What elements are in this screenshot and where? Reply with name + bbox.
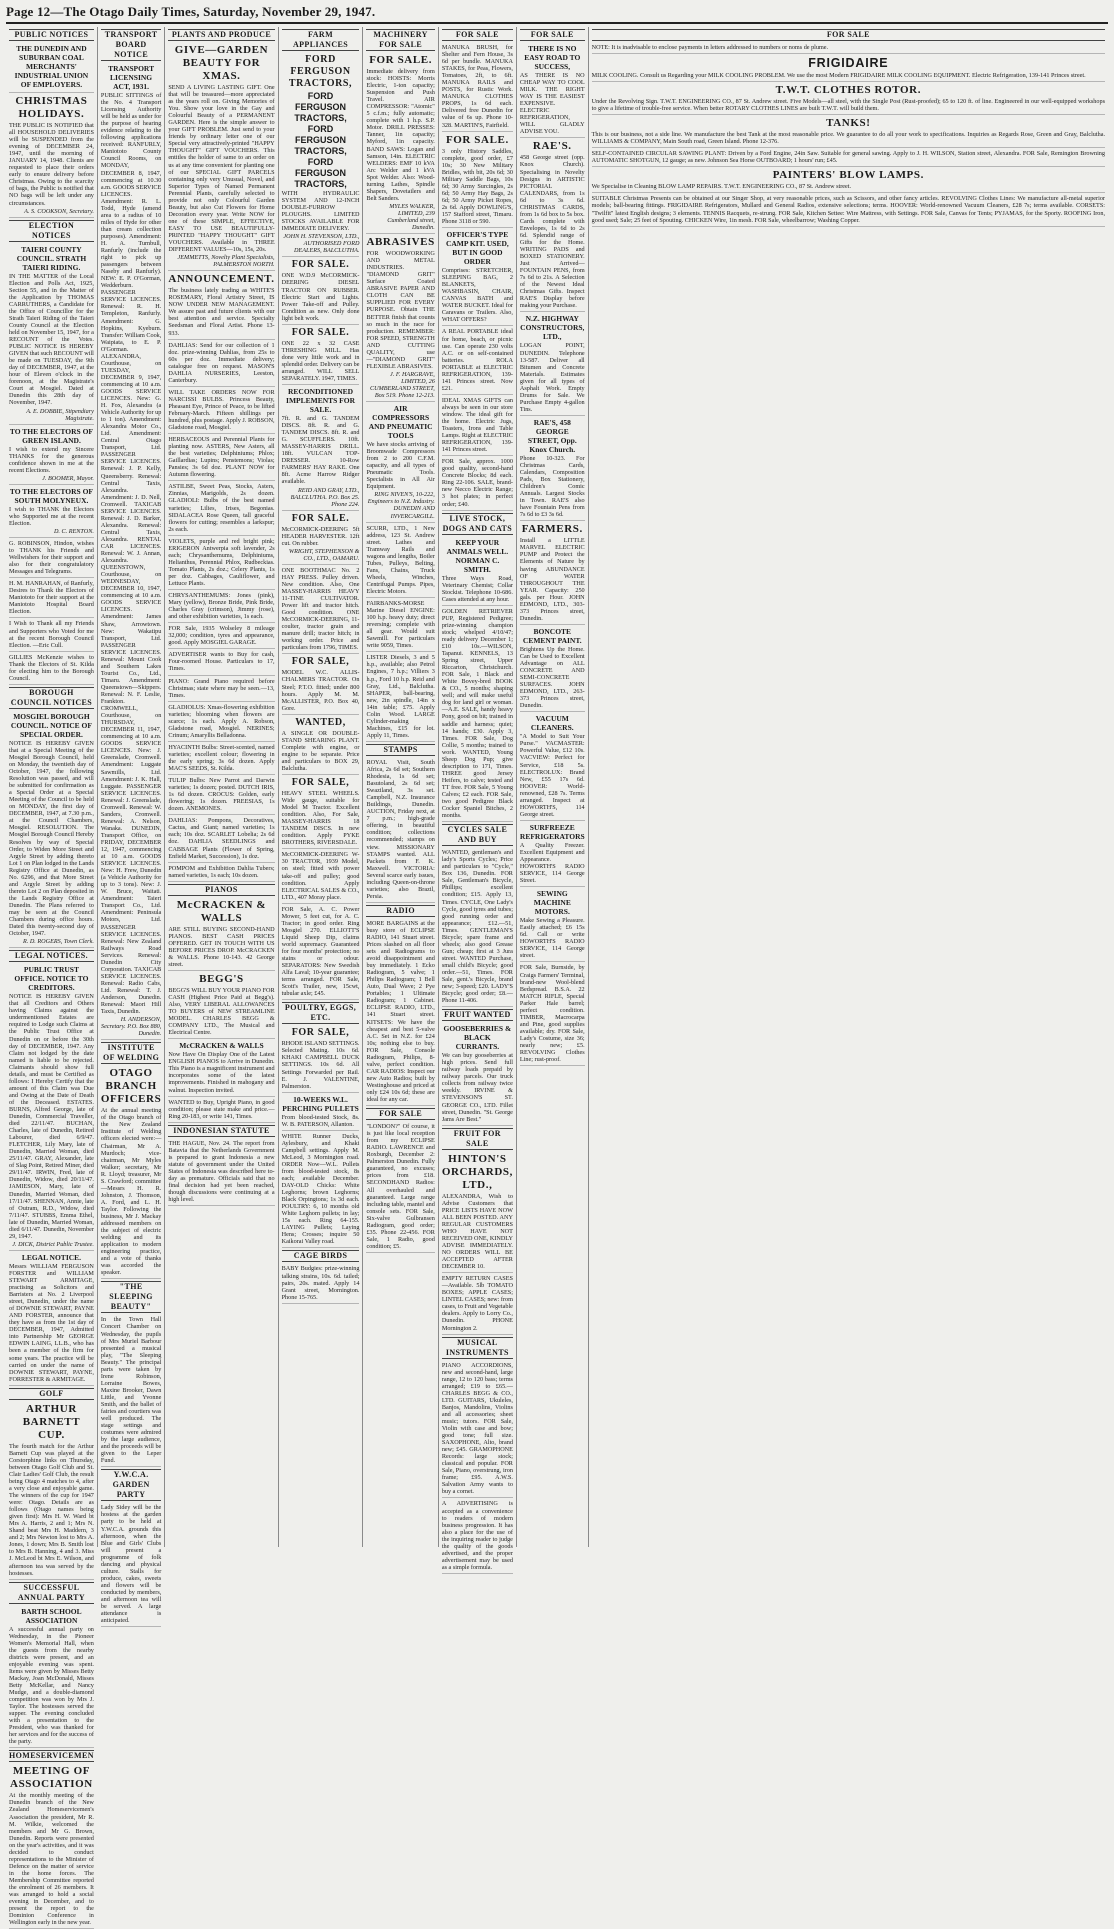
classified-ad <box>9 1253 94 1386</box>
classified-ad <box>9 620 94 651</box>
ad-body: Immediate delivery from stock: HOISTS: Morris Electric, 1-ton capacity; Suspension and Push Travel. AIR COMPRESSOR: "Atomic" 5 c.f.m.; fully automatic; complete with 1 h.p. S.P. Motor. DRILL PRESSES: Tanner, 1in capacity; Myford, 1in capacity. BAND SAWS: Logan and Samson, 14in. ELECTRIC WELDERS: EMF 10 kVA Arc Welder and 1 kVA Spot Welder. Also: Wood-turning Lathes, Spindle Shapers, Dovetailers and Belt Sanders. <box>366 68 435 202</box>
ad-body: GILLIES McKenzie wishes to Thank the Electors of St. Kilda for electing him to the Borough Council. <box>9 653 94 682</box>
ad-title: FARMERS. <box>521 523 583 536</box>
ad-title: THE DUNEDIN AND SUBURBAN COAL MERCHANTS' INDUSTRIAL UNION OF EMPLOYERS. <box>14 44 89 89</box>
classified-ad <box>520 714 585 821</box>
ad-body: Three Ways Road, Veterinary Chemist; Collar Stockist. Telephone 10-686. Cases attended at any hour. <box>441 574 513 603</box>
classified-ad <box>520 627 585 712</box>
ad-title: ABRASIVES <box>366 236 435 249</box>
ad-body: Messrs WILLIAM FERGUSON FORSTER and WILLIAM STEWART ARMITAGE, practising as Solicitors and Barristers at No. 2 Liverpool street, Dunedin, under the name of DOWNIE STEWART, PAYNE AND FORSTER, announce that they have as from the 1st day of DECEMBER, 1947, Admitted into Partnership Mr GEORGE EDWIN LAING, LL.B., who has been a member of the firm for some years. The practice will be carried on under the name of DOWNIE STEWART, PAYNE, FORRESTER & ARMITAGE. <box>9 1262 94 1383</box>
classified-ad <box>520 523 585 625</box>
classified-ad <box>9 580 94 618</box>
ad-body: SUITABLE Christmas Presents can be obtained at our Singer Shop, at very reasonable prices, such as Scissors, and other fancy articles. REVOLVING Clothes Lines: We manufacture all-metal superior models; ball-bearing fittings. FRIGIDAIRE Refrigerators, Mullard and General Radios, extensive selections; terms. HOOVER: World-renowned Vacuum Cleaners, £28 7s; terms available. CORSETS: "Twilfit" latest English designs; 3 elements. TENNIS Racquets, re-strung. FOR Sale, Kitchen Settee: Wire Mattress, with Settings. FOR Sale, Canvas for Tents; PYJAMAS, for the Sporty. ROOFING Iron, good used; Sale; 25 feet of Spouting. CHICKEN Wire, 1in mesh. FOR Sale, wheelbarrow; Washing Copper. <box>591 195 1105 224</box>
ad-body: A SINGLE OR DOUBLE-STAND SHEARING PLANT. Complete with engine, or engine to be separate. Price and particulars to BOX 29, Balclutha. <box>281 729 360 772</box>
ad-title: FOR SALE. <box>291 259 350 271</box>
section-heading: FRUIT WANTED <box>442 1009 513 1021</box>
ad-body: LOGAN POINT, DUNEDIN. Telephone 13-587. Deliver all Bitumen and Concrete Materials. Estimates given for all types of Asphalt Work. Empty Drums for Sale. We Purchase Empty 4-gallon Tins. <box>519 342 585 413</box>
classified-ad <box>9 487 94 538</box>
ad-body: I wish to extend my Sincere THANKS for the generous confidence shown in me at the recent Elections. <box>9 445 94 474</box>
classified-ad <box>168 651 274 675</box>
ad-body: ARE STILL BUYING SECOND-HAND PIANOS. BEST CASH PRICES OFFERED. GET IN TOUCH WITH US BEFORE PRICES DROP. McCRACKEN & WALLS. Phone 10-143. 42 George street. <box>168 925 275 968</box>
classified-ad <box>592 117 1105 148</box>
classified-ad <box>282 387 360 511</box>
ad-body: ROYAL Visit, South Africa, 2s 6d set; Southern Rhodesia, 1s 6d set; Basutoland, 2s 6d set; Swaziland, 3s set. Campbell, N.Z. Insurance Buildings, Dunedin. AUCTION, Friday next, at 7 p.m.; high-grade offering, in beautiful condition; collections recommended; stamps on view. MISSIONARY STAMPS wanted. ALL Packets from F. K. Maxwell. VICTORIA: Several scarce early issues, including Queen-on-throne varieties; also Brazil, Persia. <box>366 758 435 900</box>
ad-signature: JEMMETTS, Novelty Plant Specialists, PALMERSTON NORTH. <box>177 254 275 269</box>
ad-title: SURFREEZE REFRIGERATORS <box>519 822 585 841</box>
classified-ad <box>9 245 94 425</box>
ad-body: I Wish to Thank all my Friends and Supporters who Voted for me at the recent Borough Council Election. —Eric Cull. <box>9 620 94 649</box>
section-heading: INSTITUTE OF WELDING <box>101 1042 161 1064</box>
classified-ad <box>592 84 1105 115</box>
ad-title: CHRISTMAS HOLIDAYS. <box>15 95 88 120</box>
ad-body: In the Town Hall Concert Chamber on Wednesday, the pupils of Mrs Muriel Barbour presented a musical play, "The Sleeping Beauty." The principal parts were taken by Irene Robinson, Lorraine Bowes, Maxine Brooker, Dawn Little, and Yvonne Smith, and the ballet of fairies and courtiers was well produced. The stage settings and costumes were admired by the large audience, and the proceeds will be given to the Leper Fund. <box>100 1316 162 1465</box>
ad-title: GIVE—GARDEN BEAUTY FOR XMAS. <box>174 44 269 82</box>
ad-body: H. M. HANRAHAN, of Ranfurly, Desires to Thank the Electors of Maniototo for their support at the Maniototo Hospital Board Election. <box>9 580 94 616</box>
classified-ad <box>9 44 94 93</box>
ad-title: VACUUM CLEANERS. <box>530 714 574 733</box>
classified-ad <box>282 567 360 655</box>
classified-ad <box>442 538 513 606</box>
classified-ad <box>366 600 434 652</box>
classified-ad <box>168 973 274 1039</box>
ad-title: FOR SALE, <box>291 777 350 788</box>
ad-title: FRIGIDAIRE <box>808 56 889 71</box>
ad-signature: RING NIVEN'S, 10-222, Engineers to N.Z. Industry. DUNEDIN AND INVERCARGILL. <box>367 491 435 520</box>
classified-ad <box>282 777 360 849</box>
section-heading: PLANTS AND PRODUCE <box>168 29 274 41</box>
ad-body: RHODE ISLAND SETTINGS. Selected Mating. 10s 6d. KHAKI CAMPBELL DUCK SETTINGS. 10s 6d. All Settings Forwarded per Rail. E. J. VALENTINE, Palmerston. <box>281 1040 360 1090</box>
ad-title: T.W.T. CLOTHES ROTOR. <box>775 84 922 97</box>
classified-ad <box>366 654 434 742</box>
ad-body: At the annual meeting of the Otago branch of the New Zealand Institute of Welding officers elected were:—Chairman, Mr A. Murdoch; vice-chairman, Mr Myles Walker; secretary, Mr R. Lloyd; treasurer, Mr S. Crawford; committee—Messrs H. R. Johnston, J. Thomson, A. Ford, and L. H. Taylor. Following the business, Mr J. Mackay addressed members on the subject of electric welding and its application to modern engineering practice, and a vote of thanks was accorded the speaker. <box>100 1107 162 1277</box>
ad-body: A Quality Freezer. Excellent Equipment and Appearance. HOWORTH'S RADIO SERVICE, 114 George Street. <box>519 841 585 885</box>
ad-body: Phone 10-323. For Christmas Cards, Calendars, Composition Pads, Box Stationery, Children's Comic Annuals. Largest Stocks in Town. RAE'S also have Fountain Pens from 7s 6d to £3 3s 6d. <box>519 454 585 519</box>
ad-body: G. ROBINSON, Hindon, wishes to THANK his Friends and Wellwishers for their support and also for their congratulatory Messages and Telegrams. <box>9 540 94 576</box>
ad-body: MODEL W.C. ALLIS-CHALMERS TRACTOR. On Steel; P.T.O. fitted; under 800 hours. Apply M. M. McALLISTER, P.O. Box 40, Gore. <box>281 669 360 712</box>
ad-title: FOR SALE. <box>369 54 433 66</box>
ad-body: AS THERE IS NO CHEAP WAY TO COOL MILK. THE RIGHT WAY IS THE EASIEST EXPENSIVE. ELECTRIC REFRIGERATION, WILL GLADLY ADVISE YOU. <box>519 72 585 136</box>
classified-ad <box>168 1099 274 1123</box>
ad-body: BEGG'S WILL BUY YOUR PIANO FOR CASH (Highest Price Paid at Begg's). Also, VERY LIBERAL ALLOWANCES TO BUYERS of NEW STREAMLINE MODEL. CHARLES BEGG & COMPANY LTD., The Musical and Electrical Centre. <box>168 986 275 1037</box>
ad-signature: MYLES WALKER, LIMITED, 239 Cumberland street, Dunedin. <box>387 202 435 232</box>
section-heading: PUBLIC NOTICES <box>9 29 94 41</box>
ad-signature: WRIGHT, STEPHENSON & CO., LTD., OAMARU. <box>288 547 360 562</box>
ad-title: GOOSEBERRIES & BLACK CURRANTS. <box>443 1024 512 1052</box>
classified-ad <box>9 1765 94 1929</box>
ad-body: A REAL PORTABLE ideal for home, beach, or picnic use. Can operate 230 volts A.C. or on self-contained batteries. ROLA PORTABLE at ELECTRIC REFRIGERATION, 139-141 Princes street. Now £21. <box>441 328 513 392</box>
section-heading: INDONESIAN STATUTE <box>168 1125 274 1137</box>
classified-ad <box>520 140 585 312</box>
column-2 <box>98 27 165 1625</box>
classified-ad <box>282 54 360 257</box>
ad-title: PUBLIC TRUST OFFICE. NOTICE TO CREDITORS. <box>14 965 89 993</box>
classified-ad <box>168 704 274 742</box>
ad-title: N.Z. HIGHWAY CONSTRUCTORS, LTD., <box>520 314 585 342</box>
classified-ad <box>168 44 274 271</box>
ad-body: A successful annual party on Wednesday, in the Pioneer Women's Memorial Hall, when the guests from the nearby districts were present, and an enjoyable evening was spent. Items were given by Misses Betty Mackay, Joan McDonald, Misses Betty McKellar, and Nancy Mudge, and a double-diamond competition was won by Mrs J. Taylor. The hostesses served the supper. The evening concluded with a presentation to the President, who was thanked for her services and for the success of the party. <box>9 1625 94 1746</box>
ad-body: FOR Sale, 1935 Wolseley 8 mileage 32,000; condition, tyres and appearance, good. Apply MOSGIEL GARAGE. <box>168 625 275 647</box>
classified-ad <box>168 817 274 862</box>
classified-ad <box>366 404 434 523</box>
section-heading: MUSICAL INSTRUMENTS <box>442 1337 513 1359</box>
ad-signature: H. ANDERSON, Secretary. P.O. Box 880, Dunedin. <box>100 1016 162 1038</box>
ad-body: This is our business, not a side line. We manufacture the best Tank at the most reasonable price. We guarantee to do all your work to specifications. Inquiries as Regards Rose, Green and Gray, Balclutha. WILLIAMS & COMPANY, Main South road, Green Island. Phone 12-376. <box>591 131 1105 146</box>
column-5 <box>363 27 438 1547</box>
classified-ad <box>442 1362 513 1499</box>
ad-body: McCORMICK-DEERING 5ft HEADER HARVESTER. 12ft cut. On rubber. <box>281 525 360 547</box>
classified-ad <box>442 608 513 822</box>
classified-ad <box>520 964 585 1066</box>
page-header: Page 12—The Otago Daily Times, Saturday, November 29, 1947. <box>6 4 376 19</box>
ad-title: TO THE ELECTORS OF SOUTH MOLYNEUX. <box>9 486 94 505</box>
column-3 <box>165 27 278 1547</box>
classified-ad <box>9 712 94 948</box>
ad-title: FORD FERGUSON TRACTORS, <box>288 54 353 89</box>
ad-body: WANTED, gentleman's and lady's Sports Cycles; Price and particulars to "Cycle," Box 136, Dunedin. FOR Sale, Gentleman's Bicycle, Phillips; excellent condition; £15. Apply 13, Times. CYCLE, One Lady's Cycle, good tyres and tubes; good running order and appearance; £12.—51, Times. GENTLEMAN'S Bicycle; spare frame and wheels; also good Grease Gun; cheap; first at 3 Jura street. WANTED Purchase, small child's Bicycle; good order.—51, Times. FOR Sale, gent.'s Bicycle, brand new; 3-speed; £20. LADY'S Bicycle; good order; £8.—Phone 11-406. <box>441 849 513 1005</box>
classified-ad <box>520 823 585 887</box>
ad-body: NOTICE IS HEREBY GIVEN that all Creditors and Others having Claims against the undermentioned Estates are required to Lodge such Claims at the Public Trust Office at Dunedin on or before the 30th day of DECEMBER, 1947. Any Claim not lodged by the date named is liable to be rejected. Claimants should show full details, and must be Certified as follows: I Hereby Certify that the amount of this Claim was Due and Owing at the Date of Death of the Deceased. ESTATES. BURNS, Alfred George, late of Dunedin, Commercial Traveller, died 22/11/47. BUCHAN, Charles, late of Dunedin, Retired Labourer, died 6/9/47. FLETCHER, Lily Mary, late of Dunedin, Married Woman, died 25/11/47. GRAY, Alexander, late of Slag Point, Retired Miner, died 29/11/47. IRWIN, Fred, late of Dunedin, Widow, died 20/11/47. JAMIESON, Mary, late of Dunedin, Married Woman, died 17/11/47. SHENNAN, Annie, late of Outram, R.D., Widow, died 7/11/47. STUBBS, Emma Ethel, late of Dunedin, Married Woman, died 6/11/47. Dunedin, November 29, 1947. <box>9 993 94 1240</box>
ad-title: TRANSPORT LICENSING ACT, 1931. <box>108 64 155 91</box>
classified-ad <box>520 314 585 415</box>
classified-ad <box>168 389 274 434</box>
classified-ad <box>9 654 94 685</box>
ad-body: WANTED to Buy, Upright Piano, in good condition; please state make and price.—Ring 20-183, or write 141, Times. <box>168 1098 275 1120</box>
classified-ad <box>9 1403 94 1580</box>
ad-title: FOR SALE, <box>291 1027 350 1039</box>
ad-body: MILK COOLING. Consult us Regarding your MILK COOLING PROBLEM. We use the most Modern FRIGIDAIRE MILK COOLING EQUIPMENT. Electric Refrigeration, 139-141 Princes street. <box>591 72 1086 80</box>
ad-repeat-line: FORD FERGUSON TRACTORS, <box>294 91 347 123</box>
ad-signature: J. BOOMER, Mayor. <box>42 474 94 482</box>
section-heading: POULTRY, EGGS, ETC. <box>282 1002 360 1024</box>
ad-body: ASTILBE, Sweet Peas, Stocks, Asters, Zinnias, Marigolds, 2s dozen. GLADIOLI: Bulbs of the best named varieties; Lilies, Irises, Begonias. SIDALACEA Rose Queen, tall graceful flowers for cutting; resembles a larkspur; 2s each. <box>168 483 275 533</box>
ad-body: Brightens Up the Home. Can be Used to Excellent Advantage on ALL CONCRETE AND SEMI-CONCRETE SURFACES. JOHN EDMOND, LTD., 263-373 Princes street, Dunedin. <box>519 645 585 710</box>
classified-ad <box>168 899 274 971</box>
classified-ad <box>282 1265 360 1303</box>
classified-ad <box>442 397 513 456</box>
section-heading: BOROUGH COUNCIL NOTICES <box>10 687 93 707</box>
classified-ad <box>520 418 585 521</box>
classified-ad <box>442 44 513 132</box>
classified-ad <box>168 592 274 623</box>
section-heading: LIVE STOCK, DOGS AND CATS <box>442 513 513 533</box>
ad-body: 3 only History Saddles, complete, good order, £7 10s; 30 New Military Bridles, with bit, 20s 6d; 30 Military Saddle Bags, 10s 6d; 30 Army Surcingles, 2s 6d; 50 Army Hay Bags, 2s 6d; 50 Army Picket Ropes, 2s 6d. Apply DOWLING'S, 157 Stafford street, Timaru. Phone 3118 or 590. <box>441 147 513 226</box>
ad-title: FOR SALE. <box>291 326 350 338</box>
ad-body: We Specialise in Cleaning BLOW LAMP REPAIRS. T.W.T. ENGINEERING CO., 87 St. Andrew street. <box>591 183 852 191</box>
section-heading: FOR SALE <box>592 29 1105 41</box>
ad-title: THERE IS NO EASY ROAD TO SUCCESS, <box>524 44 581 71</box>
classified-ad <box>442 134 513 229</box>
classified-ad <box>282 327 360 385</box>
ad-signature: J. F. HARGRAVE, LIMITED, 26 CUMBERLAND STREET, Box 519. Phone 12-213. <box>369 370 435 400</box>
ad-body: 7ft. R. and G. TANDEM DISCS. 8ft. R. and G. TANDEM DISCS. 8ft. R. and G. SCUFFLERS. 10ft. MASSEY-HARRIS DRILL. 18ft. VULCAN TOP-DRESSER. 10-Row FARMERS' HAY RAKE. One 8ft. Acme Harrow Ridger available. <box>281 415 360 486</box>
ad-signature: D. C. RENTON. <box>53 527 94 535</box>
column-1 <box>6 27 98 1927</box>
section-heading: GOLF <box>9 1388 94 1400</box>
classified-ad <box>9 1607 94 1749</box>
ad-signature: REID AND GRAY, LTD., BALCLUTHA. P.O. Box 25. Phone 224. <box>290 486 360 508</box>
ad-body: POMPOM and Exhibition Dahlia Tubers; named varieties, 1s each; 10s dozen. <box>168 864 275 879</box>
ad-title: FOR SALE, <box>291 656 350 668</box>
classified-ad <box>168 678 274 702</box>
classified-ad <box>168 1140 274 1206</box>
ad-body: PIANO: Grand Piano required before Christmas; state where may be seen.—13, Times. <box>168 677 275 699</box>
ad-title: SEWING MACHINE MOTORS. <box>533 889 571 917</box>
classified-ad <box>168 865 274 882</box>
classified-ad <box>366 1123 434 1253</box>
ad-body: ALEXANDRA, Wish to Advise Customers that PRICE LISTS HAVE NOW ALL BEEN POSTED. ANY REGULAR CUSTOMERS WHO HAVE NOT RECEIVED ONE, KINDLY ADVISE IMMEDIATELY. NO ORDERS WILL BE ACCEPTED AFTER DECEMBER 10. <box>441 1192 513 1271</box>
classified-ad <box>101 1316 161 1467</box>
classified-ad <box>442 458 513 510</box>
ad-title: BONCOTE CEMENT PAINT. <box>522 626 582 645</box>
ad-title: MEETING OF ASSOCIATION <box>10 1765 93 1791</box>
classified-ad <box>282 851 360 903</box>
classified-ad <box>442 1275 513 1334</box>
section-heading: FOR SALE <box>520 29 585 41</box>
section-heading: TRANSPORT BOARD NOTICE <box>101 29 161 61</box>
ad-title: MOSGIEL BOROUGH COUNCIL. NOTICE OF SPECIAL ORDER. <box>10 711 92 739</box>
ad-body: TULIP Bulbs: New Parrot and Darwin varieties; 1s dozen; posted. DUTCH IRIS, 1s 6d dozen. CROCUS: Golden, early flowering; 1s dozen. FREESIAS, 1s dozen. ANEMONES. <box>168 777 275 813</box>
column-8 <box>589 27 1108 1547</box>
section-heading: FRUIT FOR SALE <box>442 1128 513 1150</box>
ad-title: McCRACKEN & WALLS <box>176 898 267 924</box>
classified-ad <box>168 538 274 590</box>
classified-ad <box>592 169 1105 193</box>
ad-title: ARTHUR BARNETT CUP. <box>22 1402 81 1441</box>
ad-body: FOR WOODWORKING AND METAL INDUSTRIES. "DIAMOND GRIT" Surface Coated ABRASIVE PAPER AND CLOTH CAN BE SUPPLIED FOR EVERY PURPOSE. Obtain THE BETTER finish that counts so much in the race for production. REMEMBER: FOR SPEED, STRENGTH AND CUTTING QUALITY, use—"DIAMOND GRIT" FLEXIBLE ABRASIVES. <box>366 250 435 370</box>
classified-ad <box>101 64 161 1040</box>
classified-ad <box>282 656 360 714</box>
classified-ad <box>282 717 360 775</box>
ad-title: AIR COMPRESSORS AND PNEUMATIC TOOLS <box>368 404 433 441</box>
ad-title: FOR SALE. <box>291 512 350 524</box>
classified-ad <box>9 965 94 1251</box>
ad-body: ADVERTISER wants to Buy for cash, Four-roomed House. Particulars to 17, Times. <box>168 651 275 673</box>
ad-title: TANKS! <box>826 117 871 130</box>
ad-body: ONE BOOTHMAC No. 2 HAY PRESS. Pulley driven. New condition. Also, One MASSEY-HARRIS HEAVY 11-TINE CULTIVATOR. Power lift and tractor hitch. Good condition. ONE McCORMICK-DEERING, 11-coulter, tractor grain and manure drill; tractor hitch; in working order. Price and particulars from 1796, TIMES. <box>281 566 360 652</box>
section-heading: HOMESERVICEMEN <box>9 1751 94 1761</box>
ad-body: Now Have On Display One of the Latest ENGLISH PIANOS to Arrive in Dunedin. This Piano is a magnificent instrument and incorporates some of the latest improvements. Finished in mahogany and walnut. Inspection invited. <box>168 1051 275 1094</box>
ad-body: FOR Sale, A. C. Power Mower, 5 feet cut, for A. C. Tractor; in good order. Ring Mosgiel 270. ELLIOTT'S Liquid Sheep Dip, claims world supremacy. Guaranteed for four months' protection; no stains or odour. SEPARATORS: New Swedish Alfa Laval; 10-year guarantee; terms arranged. FOR Sale, Scott's Trailer, new, 15cwt, tubular axle; £45. <box>281 905 360 998</box>
classified-ad <box>520 889 585 962</box>
ad-title: RAE'S, 458 GEORGE STREET, Opp. Knox Church. <box>527 417 577 454</box>
ad-title: HINTON'S ORCHARDS, LTD., <box>441 1152 513 1191</box>
ad-body: WILL TAKE ORDERS NOW FOR NARCISSI BULBS. Princess Beauty, Pheasant Eye, Prince of Peace, to be lifted February-March. Fifteen shillings per hundred, plus postage. Apply J. ROBSON, Gladstone road, Mosgiel. <box>168 388 275 432</box>
ad-body: Make Sewing a Pleasure. Easily attached; £6 15s 6d. Call or write HOWORTH'S RADIO SERVICE, 114 George street. <box>519 917 585 960</box>
ad-signature: JOHN H. STEVENSON, LTD., AUTHORISED FORD DEALERS, BALCLUTHA. <box>283 233 360 255</box>
classified-ad <box>282 513 360 565</box>
ad-body: MORE BARGAINS at the busy store of ECLIPSE RADIO, 141 Stuart street. Prices slashed on all floor sets and Radiograms to avoid disappointment and buy immediately. 1 Ecko Radiogram, 5 valve; 1 Philips Radiogram; 1 Bell Auto, Dual Wave; 2 Pye Portables; 1 Ultimate Radiogram; 1 Cabinet. ECLIPSE RADIO, LTD., 141 Stuart street. KITSETS: We have the cheapest and best 5-valve A.C. Set in N.Z. for £24 10s; nothing else to buy. FOR Sale, Console Radiogram, Philips, 8-valve, perfect condition. CAR RADIOS: Inspect our new Auto Radios; built by Westinghouse and priced at only £24 10s 6d; these are ideal for any car. <box>366 919 435 1104</box>
ad-body: Lady Sidey will be the hostess at the garden party to be held at Y.W.C.A. grounds this afternoon, when the Blue and Girls' Clubs will present a programme of folk dancing and physical culture. Stalls for produce, cakes, sweets and flowers will be conducted by members, and afternoon tea will be served. A large attendance is anticipated. <box>100 1504 162 1625</box>
classified-ad <box>168 483 274 535</box>
classified-ad <box>366 759 434 903</box>
section-heading: MACHINERY FOR SALE <box>366 29 434 51</box>
columns <box>6 27 1108 1927</box>
ad-body: The fourth match for the Arthur Barnett Cup was played at the Corstorphine links on Thursday, between Otago Golf Club and St. Clair Ladies' Golf Club, the result being Otago 4 matches to 4, after a very close and enjoyable game. The winners of the cup for 1947 were: Otago. Details are as follows (Otago names being given first): Mrs H. W. Ward bt Mrs A. Harris, 2 and 1; Mrs N. Shand beat Mrs H. Maddern, 3 and 2; Mrs Newton lost to Mrs A. Jones, 1 down; Mrs B. Smith lost to Mrs B. Hanning, 4 and 3. Miss J. McLeod bt Mrs E. Wilson, and afternoon tea was served by the hostesses. <box>9 1442 94 1577</box>
section-heading: FOR SALE <box>366 1108 434 1120</box>
ad-body: "A Model to Suit Your Purse." VACMASTER: Powerful Value, £12 10s. VACVIEW: Perfect for Service, £18 5s. ELECTROLUX: Brand New, £55 17s 6d. HOOVER: World-renowned, £28 7s. Terms arranged. Inspect at HOWORTH'S, 114 George street. <box>519 733 585 818</box>
ad-body: GLADIOLUS: Xmas-flowering exhibition varieties; blooming when flowers are scarce; 1s each. Apply A. Robson, Gladstone road, Mosgiel. NERINES; Crinum; Amaryllis Belladonna. <box>168 703 275 739</box>
ad-body: LISTER Diesels, 3 and 5 h.p., available; also Petrol Engines, 7 h.p.; Villiers 3 h.p., Ford 10 h.p. Reid and Gray, Ltd., Balclutha. SHAPER, ball-bearing, new, 2in spindle, 14in x 14in table; £75. Apply Colin Wood. LARGE Cylinder-making Machines, £15 for lot. Apply 11, Times. <box>366 654 435 739</box>
ad-title: FOR SALE. <box>445 133 509 146</box>
ad-title: RAE'S. <box>532 140 572 153</box>
ad-repeat-line: FORD FERGUSON TRACTORS, <box>294 157 347 189</box>
ad-title: McCRACKEN & WALLS <box>179 1041 264 1051</box>
section-heading: LEGAL NOTICES. <box>9 950 94 962</box>
ad-body: SEND A LIVING LASTING GIFT. One that will be treasured—more appreciated as the years roll on. Giving Memories of You. Show your love in the Gay and Colourful Beauty of a PERMANENT GARDEN. Here is the simple answer to your GIFT PROBLEM. Just send to your friends by ordinary letter one of our Special very attractively-printed "HAPPY THOUGHT" GIFT VOUCHERS. This entitles the holder of same to an order on us at any time convenient for planting one of our SPECIAL GIFT PARCELS containing only very Unusual, Novel, and Superior Types of Named Permanent Perennial Plants, carefully selected to provide not only Colourful Garden Beauty, but also Cut Flowers for Home Decoration every year. Write NOW for one of these SIMPLE, EFFECTIVE, EASY TO USE BEAUTIFULLY-PRINTED "HAPPY THOUGHT" GIFT VOUCHERS. Available in THREE DIFFERENT VALUES—10s, 15s, 20s. <box>168 84 275 254</box>
section-heading: Y.W.C.A. GARDEN PARTY <box>101 1469 161 1501</box>
section-heading: PIANOS <box>168 884 274 896</box>
section-heading: FOR SALE <box>442 29 513 41</box>
ad-body: SCURR, LTD., 1 New address, 123 St. Andrew street. Lathes and Tramway Rails and wagons and lengths, Boiler Tubes, Pulleys, Belting, Fans, Chains, Truck Wheels, Winches, Centrifugal Pumps. Pipes, Electric Motors. <box>366 524 435 595</box>
classified-ad <box>442 849 513 1007</box>
ad-body: HYACINTH Bulbs: Street-scented, named varieties; excellent colour; flowering in the early spring; 3s 6d dozen. Apply MAC'S SEEDS, St. Kilda. <box>168 743 275 773</box>
section-heading: "THE SLEEPING BEAUTY" <box>101 1281 161 1313</box>
classified-ad <box>168 625 274 649</box>
ad-signature: J. DICK, District Public Trustee. <box>12 1240 94 1248</box>
ad-body: VIOLETS, purple and red bright pink; ERIGERON Antwerpia soft lavender, 2s each; Chrysanthemums, Delphiniums, Helianthus, Perennial Phlox, Rudbeckias. Tomato Plants, 2s doz.; Celery Plants, 1s per doz. Cabbages, Cauliflower, and Lettuce Plants. <box>168 537 275 587</box>
classified-ad <box>282 259 360 324</box>
classified-ad <box>168 744 274 775</box>
ad-body: PUBLIC SITTINGS of the No. 4 Transport Licensing Authority will be held as under for the purpose of hearing evidence relating to the following applications received: RANFURLY, Maniototo County Council Rooms, on MONDAY, DECEMBER 8, 1947, commencing at 10.30 a.m. GOODS SERVICE LICENCES. Amendment: R. L. Todd, Hyde (amend area to a radius of 10 miles of Hyde for other than cream collection purposes). Amendment: H. A. Turnbull, Ranfurly (include the right to pick up passengers between Naseby and Ranfurly). NEW: E. P. O'Gorman, Wedderburn. PASSENGER SERVICE LICENCES. Renewal: R. H. Templeton, Ranfurly. Amendment: G. Hopkins, Kyeburn. Transfer: William Cook, Waipiata, to E. P. O'Gorman. ALEXANDRA, Courthouse, on TUESDAY, DECEMBER 9, 1947, commencing at 10 a.m. GOODS SERVICE LICENCES. New: G. H. Fox, Alexandra (a Vehicle Authority for up to 1 ton). Amendment: Alexandra Motor Co., Ltd. Amendment: Central Otago Transport, Ltd. PASSENGER SERVICE LICENCES. Renewal: J. P. Kelly, Queensberry. Renewal: Central Taxis, Alexandra. Amendment: J. D. Nell, Cromwell. TAXICAB SERVICE LICENCES. Renewal: J. D. Barker, Alexandra. Renewal: Central Taxis, Alexandra. RENTAL CAR LICENCES. Renewal: W. J. Annan, Alexandra. QUEENSTOWN, Courthouse, on WEDNESDAY, DECEMBER 10, 1947, commencing at 10 a.m. GOODS SERVICE LICENCES. Amendment: James Shaw, Arrowtown. New: Wakatipu Transport, Ltd. PASSENGER SERVICE LICENCES. Renewal: Mount Cook and Southern Lakes Tourist Co., Ltd., Timaru. Amendment: Queenstown—Skippers. Renewal: N. F. Leslie, Frankton. CROMWELL, Courthouse, on THURSDAY, DECEMBER 11, 1947, commencing at 10 a.m. GOODS SERVICE LICENCES. New: J. Greenslade, Cromwell. Amendment: Luggate Sawmills, Ltd. Amendment: J. K. Hall, Luggate. PASSENGER SERVICE LICENCES. Renewal: J. Greenslade, Cromwell. Renewal: W. Sanders, Cromwell. Renewal: A. Nelson, Wanaka. DUNEDIN, Transport Office, on FRIDAY, DECEMBER 12, 1947, commencing at 10 a.m. GOODS SERVICE LICENCES. New: H. Frew, Dunedin (a Vehicle Authority for up to 3 tons). New: J. W. Bruce, Waitati. Amendment: Taieri Transport Co., Ltd. Amendment: Peninsula Motors, Ltd. PASSENGER SERVICE LICENCES. Renewal: New Zealand Railways Road Services. Renewal: Dunedin City Corporation. TAXICAB SERVICE LICENCES. Renewal: Radio Cabs, Ltd. Renewal: T. J. Anderson, Dunedin. Renewal: Maori Hill Taxis, Dunedin. <box>100 92 162 1016</box>
ad-title: TO THE ELECTORS OF GREEN ISLAND. <box>9 426 94 445</box>
classified-ad <box>442 1500 513 1573</box>
classified-ad <box>168 342 274 387</box>
classified-ad <box>9 427 94 485</box>
ad-body: WITH HYDRAULIC SYSTEM AND 12-INCH DOUBLE-FURROW PLOUGHS. LIMITED STOCKS AVAILABLE FOR IMMEDIATE DELIVERY. <box>281 190 360 233</box>
classified-ad <box>282 1133 360 1249</box>
ad-body: Install a LITTLE MARVEL ELECTRIC PUMP and Protect the Elements of Nature by having ABUNDANCE OF WATER THROUGHOUT THE YEAR. Capacity: 250 gals. per Hour. JOHN EDMOND, LTD., 303-373 Princes street, Dunedin. <box>519 537 585 622</box>
ad-body: THE PUBLIC IS NOTIFIED that all HOUSEHOLD DELIVERIES will be SUSPENDED from the evening of DECEMBER 24, 1947, until the morning of JANUARY 14, 1948. Clients are requested to place their orders early to ensure delivery before Christmas. Owing to the scarcity of bags, the Public is notified that NO bags will be left under any circumstances. <box>9 122 94 207</box>
ad-body: IDEAL XMAS GIFTS can always be seen in our store window. The ideal gift for the home. Electric Jugs, Toasters, Irons and Table Lamps. Right at ELECTRIC REFRIGERATION, 139-141 Princes street. <box>441 396 513 454</box>
ad-title: BEGG'S <box>199 972 244 985</box>
section-heading: STAMPS <box>366 744 434 756</box>
ad-body: Comprises: STRETCHER, SLEEPING BAG, 2 BLANKETS, WASHBASIN, CHAIR, CANVAS BATH and WATER BUCKET. Ideal for Caravans or Trailers. Also, WHAT OFFERS? <box>441 267 513 324</box>
ad-body: 458 George street (opp. Knox Church). Specialising in Novelty Designs in ARTISTIC PICTORIAL CALENDARS, from 1s 6d to 3s 6d. CHRISTMAS CARDS, from 1s 6d box to 5s box. Cards complete with Envelopes, 1s 6d to 2s 6d. Splendid range of Gifts for the Home. WRITING PADS and BOXED STATIONERY. Just Arrived—FOUNTAIN PENS, from 7s 6d to 21s. A Selection of the Newest Ideal Christmas Gifts. Inspect RAE'S Display before making your Purchase. <box>519 154 585 310</box>
classified-ad <box>442 1024 513 1125</box>
classified-ad <box>366 920 434 1106</box>
ad-title: OFFICER'S TYPE CAMP KIT. USED, BUT IN GOOD ORDER <box>445 230 509 267</box>
classified-ad <box>592 150 1105 167</box>
classified-ad <box>366 236 434 402</box>
column-4 <box>279 27 364 1547</box>
classified-ad <box>168 273 274 339</box>
ad-body: From blood-tested Stock, 8s. W. B. PATERSON, Allanton. <box>281 1113 360 1128</box>
ad-body: HEAVY STEEL WHEELS. Wide gauge, suitable for Model M Tractor. Excellent condition. Also, For Sale, MASSEY-HARRIS 18 TANDEM DISCS. In new condition. Apply PYKE BROTHERS, RIVERSDALE. <box>281 790 360 847</box>
column-6 <box>439 27 517 1571</box>
ad-body: DAHLIAS: Pompons, Decoratives, Cactus, and Giant; named varieties; 1s each; 10s doz. SCARLET Lobelia; 2s 6d doz. DAHLIA SEEDLINGS and CABBAGE Plants (Flower of Spring, Enfield Market, Succession), 1s doz. <box>168 817 275 860</box>
masthead <box>6 4 1108 24</box>
section-heading: SUCCESSFUL ANNUAL PARTY <box>9 1582 94 1604</box>
section-heading: RADIO <box>366 905 434 917</box>
ad-body: MANUKA BRUSH, for Shelter and Fern House, 3s 6d per bundle. MANUKA STAKES, for Peas, Flowers, Tomatoes, 2ft, to 6ft. MANUKA RAILS and POSTS, for Rustic Work. MANUKA CLOTHES PROPS, 1s 6d each. Delivered free Dunedin for value of 6s up. Phone 10-328. MARTIN'S, Fairfield. <box>441 44 513 129</box>
ad-body: McCORMICK-DEERING W-30 TRACTOR, 1939 Model, on steel; fitted with power take-off and pulley; good condition. Apply ELECTRICAL SALES & CO., LTD., 407 Moray place. <box>281 851 360 901</box>
classified-ad <box>282 1027 360 1092</box>
ad-title: KEEP YOUR ANIMALS WELL. NORMAN C. SMITH. <box>446 537 509 574</box>
ad-body: WHITE Runner Ducks, Aylesbury, and Khaki Campbell settings. Apply M. McLeod, 3 Mornington road. ORDER Now—W.L. Pullets from blood-tested stock, 8s each; available December. DAY-OLD Chicks: White Leghorns; brown Leghorns; Black Orpingtons; 1s 3d each. POULTRY: 6, 10 months old White Leghorn pullets; in lay; 15s each. Ring 64-155. LAYING Pullets; Laying Hens; Crosses; inquire 50 Kaikorai Valley road. <box>281 1132 360 1246</box>
ad-body: FAIRBANKS-MORSE Marine Diesel ENGINE: 100 h.p. heavy duty; direct reversing; complete with all gear. Would suit Sawmill. For particulars write 9059, Times. <box>366 600 435 650</box>
section-heading: CYCLES SALE AND BUY <box>442 824 513 846</box>
ad-title: BARTH SCHOOL ASSOCIATION <box>21 1606 82 1625</box>
ad-body: EMPTY RETURN CASES—Available. 5lb TOMATO BOXES; APPLE CASES; LINTEL CASES; new: from cases, to Fruit and Vegetable dealers. Apply to Lorry Co., Dunedin. PHONE Mornington 2. <box>441 1275 513 1332</box>
ad-body: IN THE MATTER of the Local Election and Polls Act, 1925, Section 55, and in the Matter of the Application by THOMAS CARRUTHERS, a Candidate for the Office of Councillor for the Strath Taieri Riding of the Taieri County Council at the Election held on November 15, 1947, for a RECOUNT of the Votes. PUBLIC NOTICE IS HEREBY GIVEN that such RECOUNT will be made on TUESDAY, the 9th day of DECEMBER, 1947, at the hour of Eleven o'clock in the forenoon, at the Magistrate's Court at Mosgiel. Dated at Dunedin this 28th day of November, 1947. <box>9 272 94 407</box>
ad-body: NOTE: It is inadvisable to enclose payments in letters addressed to numbers or noms de plume. <box>591 44 829 51</box>
ad-body: ONE 22 x 32 CASE THRESHING MILL. Has done very little work and in splendid order. Delivery can be arranged. WILL SELL SEPARATELY. 1947, TIMES. <box>281 339 360 382</box>
classified-ad <box>442 230 513 326</box>
ad-repeat-line: FORD FERGUSON TRACTORS, <box>294 124 347 156</box>
classified-ad <box>168 436 274 481</box>
classified-ad <box>592 56 1105 82</box>
ad-body: We have stocks arriving of Broomwade Compressors from 2 to 200 C.F.M. capacity, and all types of Pneumatic Tools. Specialists in All Air Equipment. <box>366 441 435 491</box>
ad-body: SELF-CONTAINED CIRCULAR SAWING PLANT: Driven by a Ford Engine, 24in Saw. Suitable for general sawing. Apply to J. H. WILSON, Station street, Alexandra. FOR Sale, Remington Browning AUTOMATIC SHOTGUN, 12 gauge; as new. Johnson Sea Horse OUTBOARD; 1 hours' run; £45. <box>591 150 1105 165</box>
section-heading: FARM APPLIANCES <box>282 29 360 51</box>
classified-ad <box>168 1041 274 1096</box>
ad-body: FOR Sale, Burnside, by Craigs Farmers' Terminal, brand-new Wool-blend Bedspread. B.S.A. 22 MATCH RIFLE, Special Parker Hale barrel; perfect condition. TIMBER, Macrocarpa and Pine, good supplies available; dry. FOR Sale, Lady's Costume, size 36; nearly new; £5. REVOLVING Clothes Line; rust-proof. <box>519 964 585 1064</box>
ad-body: BABY Budgies: prize-winning talking strains, 10s. 6d. tailed; pairs, 20s. mated. Apply 14 Grant street, Mornington. Phone 15-765. <box>281 1265 360 1301</box>
section-heading: CAGE BIRDS <box>282 1250 360 1262</box>
section-heading: ELECTION NOTICES <box>9 220 94 242</box>
classified-ad <box>592 195 1105 226</box>
ad-title: PAINTERS' BLOW LAMPS. <box>772 169 924 182</box>
classified-ad <box>101 1504 161 1627</box>
classified-ad <box>366 525 434 598</box>
ad-signature: A. S. COOKSON, Secretary. <box>24 207 94 215</box>
ad-body: HERBACEOUS and Perennial Plants for planting now. ASTERS, New Asters, all the best varieties; Delphiniums; Phlox; Gaillardias; Lupins; Penstemons; Violas; Pansies; 3s 6d doz. PLANT NOW for Autumn flowering. <box>168 436 275 479</box>
ad-signature: R. D. ROGERS, Town Clerk. <box>22 938 94 946</box>
ad-body: FOR Sale, approx. 1000 good quality, second-hand Concrete Blocks; 8d each. Ring 22-106. SALE, brand-new Necco Electric Range; 3 hot plates; in perfect order; £40. <box>441 458 513 508</box>
ad-body: "LONDON?" Of course, it is just like local reception from my ECLIPSE RADIO. LAWRENCE and Roxburgh, December 2: Palmerston Dunedin. Fully guaranteed, no excuses; prices from £18. SECONDHAND Radios: All overhauled and guaranteed. Large range including table, mantel and console sets. FOR Sale, Six-valve Gulbransen Radiogram, good order; £35. Phone 22-456. FOR Sale, 1 Radio, good condition; £5. <box>366 1123 435 1250</box>
classified-ad <box>366 54 434 234</box>
ad-body: The business lately trading as WHITE'S ROSEMARY, Floral Artistry Street, IS NOW UNDER NEW MANAGEMENT. We assure past and future clients with our best attention and service. Specialty Seedsman and Floral Artist. Phone 13-933. <box>168 287 275 337</box>
classified-ad <box>282 906 360 1001</box>
classified-ad <box>442 1153 513 1274</box>
ad-body: PIANO ACCORDIONS, new and second-hand, large range, 12 to 120 bass; terms arranged; £19 to £65.—CHARLES BEGG & CO., LTD. GUITARS, Ukuleles, Banjos, Mandolins, Violins and all accessories; sheet music; tutors. FOR Sale, Violin with case and bow; good tone; full size. SAXOPHONE, Alto, brand new; £45. GRAMOPHONE Records: large stock; classical and popular. FOR Sale, Piano, overstrung, iron frame; £95. A.W.S. Salvation Army wants to buy a cornet. <box>441 1361 513 1496</box>
ad-body: NOTICE IS HEREBY GIVEN that at a Special Meeting of the Mosgiel Borough Council, held on Monday, the twentieth day of October, 1947, the following Resolution was passed, and will be submitted for confirmation as a Special Order at a Special Meeting of the Council to be held on MONDAY, the first day of DECEMBER, 1947, at 7.30 p.m., at the Council Chambers, Mosgiel. RESOLUTION. The Mosgiel Borough Council Hereby Resolves by way of Special Order, to Widen More Street and Argyle Street by adding thereto Lot 1 on Plan lodged in the Lands Registry Office at Dunedin, as No. 6296, and that More Street and Argyle Street by adding thereto Lot 2 on Plan deposited in the Lands Registry Office at Dunedin. The Plans referred to may be seen at the Council Chambers during office hours. Dated this twenty-second day of October, 1947. <box>9 739 94 938</box>
ad-body: CHRYSANTHEMUMS: Jones (pink), Mary (yellow), Bronze Bride, Pink Bride, Charles Gray (crimson), Jimmy (rose), and other exhibition varieties, 1s each. <box>168 592 275 621</box>
ad-body: We can buy gooseberries at high prices. Send full railway loads prepaid by railway parcels. Our truck collects from railway twice weekly. IRVINE & STEVENSON'S ST. GEORGE CO., LTD. Fillet street, Dunedin. "St. George Jams Are Best." <box>441 1052 513 1123</box>
ad-body: THE HAGUE, Nov. 24. The report from Batavia that the Netherlands Government is prepared to grant Indonesia a new statute of government under the United States of Indonesia was described here to-day as premature. Officials said that no final decision had yet been reached, though discussions were continuing at a high level. <box>168 1139 275 1204</box>
classified-ad <box>442 328 513 394</box>
classified-ad <box>9 540 94 578</box>
ad-title: RECONDITIONED IMPLEMENTS FOR SALE. <box>286 387 356 415</box>
ad-title: WANTED, <box>295 716 346 728</box>
ad-body: A ADVERTISING is accepted as a convenience to readers of modern business progression. It has also a place for the use of the inquiring reader to judge the quality of the goods advertised, and the proper advertisement may be used as a simple formula. <box>441 1500 513 1571</box>
classified-ad <box>101 1067 161 1279</box>
ad-body: DAHLIAS: Send for our collection of 1 doz. prize-winning Dahlias, from 25s to 60s per doz. Immediate delivery; catalogue free on request. MASON'S DAHLIA NURSERIES, Leeston, Canterbury. <box>168 341 275 384</box>
ad-title: 10-WEEKS W.L. PERCHING PULLETS <box>282 1094 359 1113</box>
classified-ad <box>282 1095 360 1131</box>
ad-signature: A. E. DOBBIE, Stipendiary Magistrate. <box>26 407 94 422</box>
ad-body: GOLDEN RETRIEVER PUP, Registered Pedigree; prize-winning champion stock; whelped 4/10/47; ready delivery December 1; £10 10s.—WILSON, Tapanui. KENNELS, 13 Spring street, Upper Riccarton, Christchurch. FOR Sale, 1 Black and White Bovey-bred BOOK & CO., 5 months; shaping well; and will make useful dog for land girl or woman.—A.E. SALE, handy heavy Pony, good on bit; trained in saddle and harness; quiet; 14 hands; £30. Apply 3, Times. FOR Sale, Dog Collie, 5 months; trained to work. WANTED, Young Sheep Dog Pup; give description to 171, Times. THREE good Jersey Heifers, to calve; tested and TT free. FOR Sale, 5 Young Calves; £2 each. FOR Sale, two good Pedigree Black Cocker Spaniel Bitches, 2 months. <box>441 607 513 820</box>
ad-body: ONE W.D.9 McCORMICK-DEERING DIESEL TRACTOR ON RUBBER. Electric Start and Lights. Power Take-off and Pulley. Condition as new. Only done light belt work. <box>281 272 360 322</box>
classified-ad <box>168 777 274 815</box>
ad-body: I wish to THANK the Electors who Supported me at the recent Election. <box>9 505 94 527</box>
ad-body: At the monthly meeting of the Dunedin branch of the New Zealand Homeservicemen's Association the president, Mr R. M. Wilkie, welcomed the members and Mr G. Brown, Dunedin. Reports were presented on the year's activities, and it was decided to conduct representations to the Minister of Defence on the matter of service in the home forces. The Membership Committee reported the enrolment of 26 members. It was arranged to hold a social evening in December, and to present the report to the Dominion Conference in Wellington early in the new year. <box>9 1792 94 1927</box>
ad-title: LEGAL NOTICE. <box>21 1252 82 1262</box>
classified-ad <box>592 44 1105 54</box>
ad-title: ANNOUNCEMENT. <box>168 273 275 286</box>
classified-ad <box>9 95 94 218</box>
ad-title: TAIERI COUNTY COUNCIL. STRATH TAIERI RIDING. <box>16 244 87 272</box>
classified-ad <box>520 44 585 138</box>
ad-body: Under the Revolving Sign. T.W.T. ENGINEERING CO., 87 St. Andrew street. Five Models—all steel, with the Single Post (Rust-proofed); 65 to 120 ft. of line. Engineered in our well-equipped workshops to give a lifetime of trouble-free service. When better ROTARY CLOTHES LINES are built T.W.T. will build them. <box>591 98 1105 113</box>
column-7 <box>517 27 589 1547</box>
ad-title: OTAGO BRANCH OFFICERS <box>100 1067 162 1106</box>
